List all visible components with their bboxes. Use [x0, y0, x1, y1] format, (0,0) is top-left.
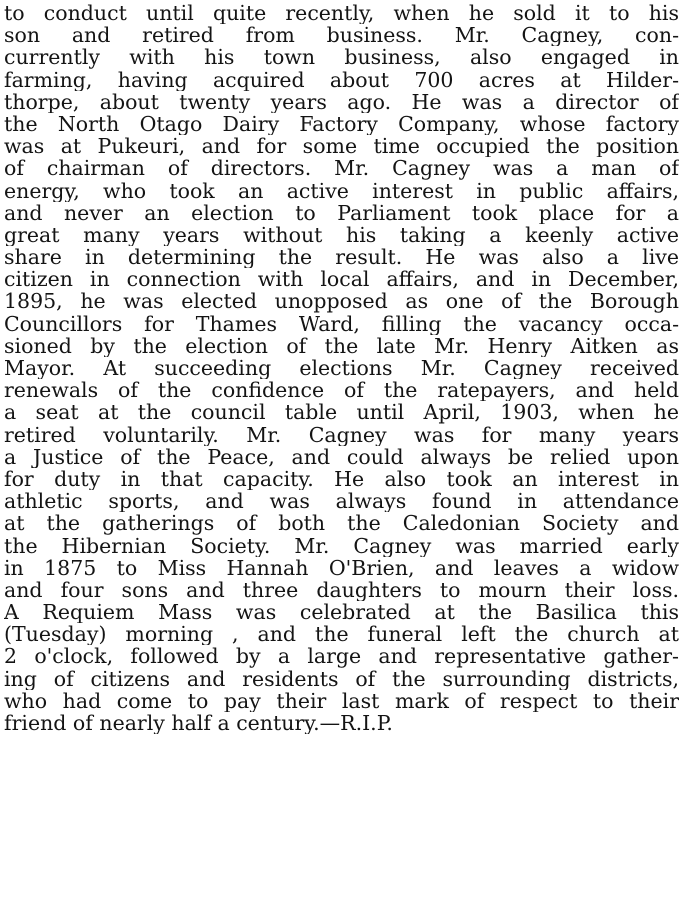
text-line: and four sons and three daughters to mourn their loss. [4, 578, 679, 602]
text-line: to conduct until quite recently, when he sold it to his [4, 2, 679, 25]
text-line: for duty in that capacity. He also took an interest in [4, 467, 679, 491]
text-line: farming, having acquired about 700 acres at Hilder- [4, 68, 679, 91]
text-line: athletic sports, and was always found in attendance [4, 490, 679, 513]
text-line: A Requiem Mass was celebrated at the Basilica this [4, 601, 679, 624]
text-line: was at Pukeuri, and for some time occupied the position [4, 135, 679, 158]
text-line: thorpe, about twenty years ago. He was a director of [4, 90, 679, 113]
text-line: citizen in connection with local affairs, and in December, [4, 268, 679, 291]
text-line: Councillors for Thames Ward, filling the vacancy occa- [4, 312, 679, 335]
text-line: share in determining the result. He was also a live [4, 246, 679, 269]
text-line-final: friend of nearly half a century.—R.I.P. [4, 712, 393, 735]
text-line: currently with his town business, also engaged in [4, 46, 679, 69]
text-line: who had come to pay their last mark of respect to their [4, 689, 679, 712]
text-line: retired voluntarily. Mr. Cagney was for many years [4, 423, 679, 446]
text-line: a Justice of the Peace, and could always be relied upon [4, 445, 679, 468]
text-line: son and retired from business. Mr. Cagney, con- [4, 24, 679, 47]
text-line: and never an election to Parliament took place for a [4, 201, 679, 224]
text-line: (Tuesday) morning , and the funeral left the church at [4, 623, 679, 646]
text-line: 2 o'clock, followed by a large and representative gather- [4, 645, 679, 668]
text-line: energy, who took an active interest in public affairs, [4, 179, 679, 202]
article-text-column [4, 2, 679, 734]
text-line: of chairman of directors. Mr. Cagney was a man of [4, 157, 679, 180]
text-line: at the gatherings of both the Caledonian Society and [4, 512, 679, 535]
text-line: Mayor. At succeeding elections Mr. Cagney received [4, 357, 679, 380]
text-line: renewals of the confidence of the ratepayers, and held [4, 379, 679, 402]
text-line: in 1875 to Miss Hannah O'Brien, and leaves a widow [4, 556, 679, 579]
text-line: a seat at the council table until April, 1903, when he [4, 401, 679, 424]
text-line: the Hibernian Society. Mr. Cagney was married early [4, 534, 679, 557]
text-line: the North Otago Dairy Factory Company, whose factory [4, 112, 679, 136]
text-line: great many years without his taking a keenly active [4, 223, 679, 247]
text-line: 1895, he was elected unopposed as one of the Borough [4, 290, 679, 313]
text-line: ing of citizens and residents of the surrounding districts, [4, 667, 679, 690]
text-line: sioned by the election of the late Mr. Henry Aitken as [4, 334, 679, 357]
